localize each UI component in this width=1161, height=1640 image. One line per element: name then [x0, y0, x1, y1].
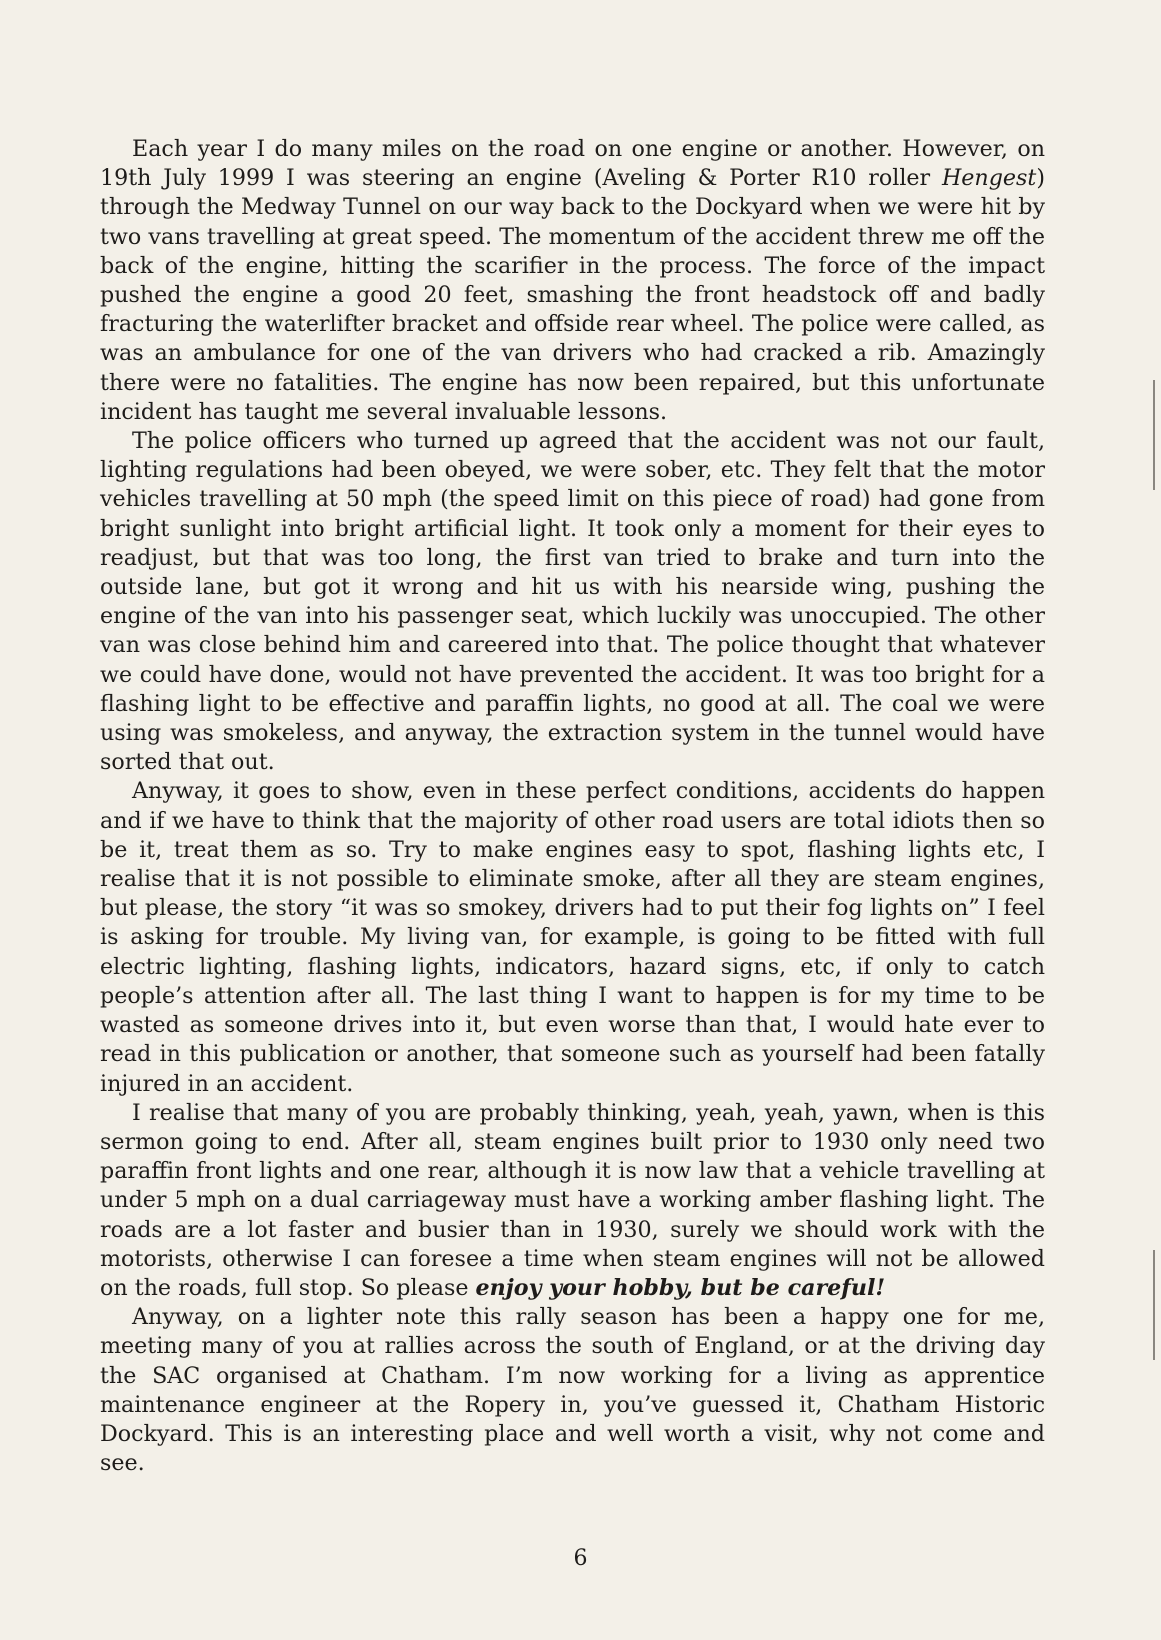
paragraph-1-text-b: ) through the Medway Tunnel on our way back to the Dockyard when we were hit by two vans travelling at great speed. The momentum of the accident threw me off the back of the engine, hitting the scarifier in the process. The force of the impact pushed the engine a good 20 feet, smashing the front headstock off and badly fracturing the waterlifter bracket and offside rear wheel. The police were called, as was an ambulance for one of the van drivers who had cracked a rib. Amazingly there were no fatalities. The engine has now been repaired, but this unfortunate incident has taught me several invaluable lessons.: [100, 165, 1045, 425]
page-number: 6: [573, 1546, 588, 1571]
binding-edge-mark: [1153, 380, 1155, 490]
paragraph-1: [100, 135, 1045, 427]
paragraph-5: [100, 1303, 1045, 1478]
paragraph-4: [100, 1099, 1045, 1303]
emphasis-phrase: enjoy your hobby, but be careful!: [475, 1274, 886, 1301]
paragraph-3-text: Anyway, it goes to show, even in these perfect conditions, accidents do happen and if we have to think that the majority of other road users are total idiots then so be it, treat them as so. Try to make engines easy to spot, flashing lights etc, I realise that it is not possible to eliminate smoke, after all they are steam engines, but please, the story “it was so smokey, drivers had to put their fog lights on” I feel is asking for trouble. My living van, for example, is going to be fitted with full electric lighting, flashing lights, indicators, hazard signs, etc, if only to catch people’s attention after all. The last thing I want to happen is for my time to be wasted as someone drives into it, but even worse than that, I would hate ever to read in this publication or another, that someone such as yourself had been fatally injured in an accident.: [100, 778, 1045, 1097]
paragraph-5-text: Anyway, on a lighter note this rally season has been a happy one for me, meeting many of you at rallies across the south of England, or at the driving day the SAC organised at Chatham. I’m now working for a living as apprentice maintenance engineer at the Ropery in, you’ve guessed it, Chatham Historic Dockyard. This is an interesting place and well worth a visit, why not come and see.: [100, 1304, 1045, 1477]
paragraph-2: [100, 427, 1045, 777]
paragraph-2-text: The police officers who turned up agreed that the accident was not our fault, lighting regulations had been obeyed, we were sober, etc. They felt that the motor vehicles travelling at 50 mph (the speed limit on this piece of road) had gone from bright sunlight into bright artificial light. It took only a moment for their eyes to readjust, but that was too long, the first van tried to brake and turn into the outside lane, but got it wrong and hit us with his nearside wing, pushing the engine of the van into his passenger seat, which luckily was unoccupied. The other van was close behind him and careered into that. The police thought that whatever we could have done, would not have prevented the accident. It was too bright for a flashing light to be effective and paraffin lights, no good at all. The coal we were using was smokeless, and anyway, the extraction system in the tunnel would have sorted that out.: [100, 428, 1045, 776]
paragraph-4-text: I realise that many of you are probably thinking, yeah, yeah, yawn, when is this sermon going to end. After all, steam engines built prior to 1930 only need two paraffin front lights and one rear, although it is now law that a vehicle travelling at under 5 mph on a dual carriageway must have a working amber flashing light. The roads are a lot faster and busier than in 1930, surely we should work with the motorists, otherwise I can foresee a time when steam engines will not be allowed on the roads, full stop. So please: [100, 1099, 1045, 1301]
paragraph-1-text-a: Each year I do many miles on the road on one engine or another. However, on 19th July 1999 I was steering an engine (Aveling & Porter R10 roller: [100, 136, 1045, 192]
paragraph-3: [100, 777, 1045, 1098]
article-body: [100, 135, 1045, 1478]
binding-edge-mark: [1153, 1250, 1155, 1360]
engine-name: Hengest: [941, 165, 1037, 192]
